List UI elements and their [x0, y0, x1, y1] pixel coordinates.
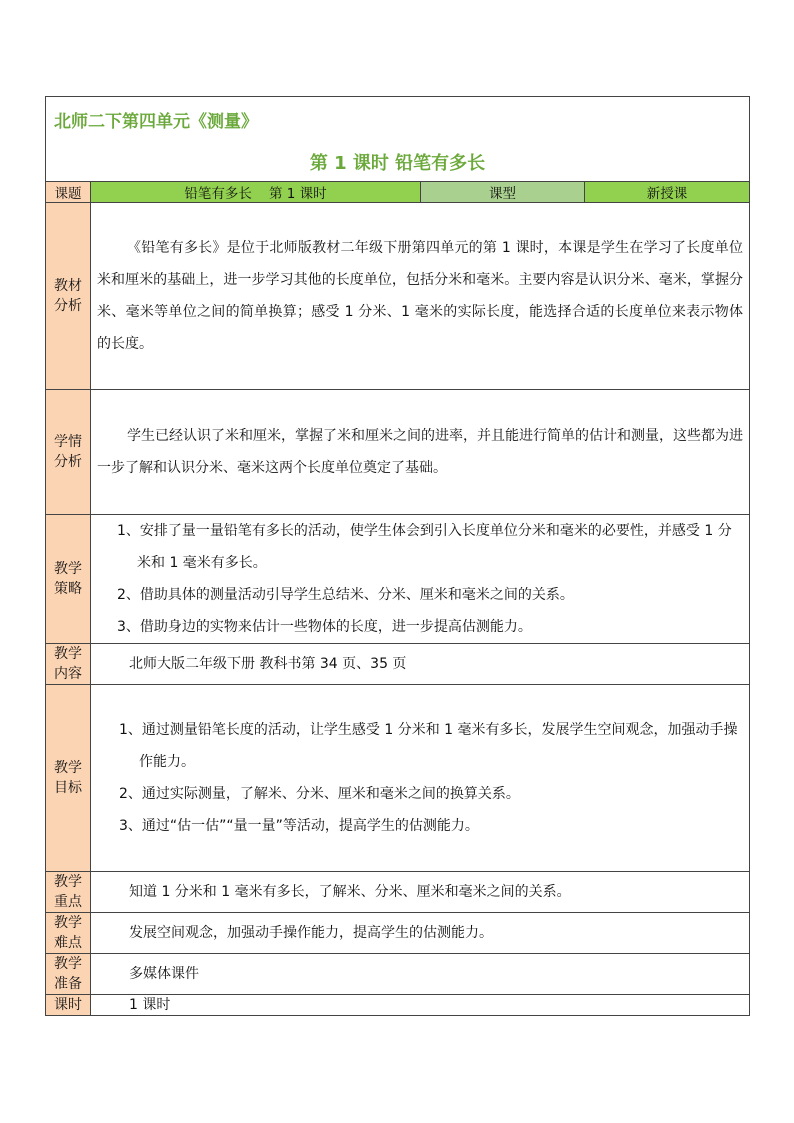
content-label-line2: 内容 [54, 666, 82, 682]
difficulties-label [46, 913, 91, 954]
difficulties-label-line1: 教学 [54, 915, 82, 931]
row-key-points [46, 872, 750, 913]
students-text: 学生已经认识了米和厘米，掌握了米和厘米之间的进率，并且能进行简单的估计和测量，这些都为进一步了解和认识分米、毫米这两个长度单位奠定了基础。 [97, 428, 743, 476]
goals-label-line2: 目标 [54, 780, 82, 796]
strategy-item: 2、借助具体的测量活动引导学生总结米、分米、厘米和毫米之间的关系。 [117, 587, 574, 603]
preparation-label-line2: 准备 [54, 976, 82, 992]
strategy-label [46, 515, 91, 644]
row-content [46, 644, 750, 685]
content-label [46, 644, 91, 685]
key-points-text: 知道 1 分米和 1 毫米有多长，了解米、分米、厘米和毫米之间的关系。 [129, 884, 571, 900]
goals-content [91, 685, 750, 872]
strategy-label-line2: 策略 [54, 581, 82, 597]
row-students [46, 390, 750, 515]
row-material [46, 203, 750, 390]
row-goals [46, 685, 750, 872]
material-label-line1: 教材 [54, 278, 82, 294]
strategy-content [91, 515, 750, 644]
topic-label: 课题 [46, 182, 91, 203]
content-content [91, 644, 750, 685]
goal-item: 1、通过测量铅笔长度的活动，让学生感受 1 分米和 1 毫米有多长，发展学生空间观念，加强动手操作能力。 [119, 722, 738, 770]
preparation-text: 多媒体课件 [129, 966, 199, 982]
key-points-content [91, 872, 750, 913]
students-content [91, 390, 750, 515]
students-label-line2: 分析 [54, 454, 82, 470]
header-cell [46, 97, 750, 182]
material-text: 《铅笔有多长》是位于北师版教材二年级下册第四单元的第 1 课时，本课是学生在学习了长度单位米和厘米的基础上，进一步学习其他的长度单位，包括分米和毫米。主要内容是认识分米、毫米，掌握分米、毫米等单位之间的简单换算；感受 1 分米、1 毫米的实际长度，能选择合适的长度单位来表示物体的长度。 [97, 240, 743, 352]
preparation-content [91, 954, 750, 995]
key-points-label-line1: 教学 [54, 874, 82, 890]
hours-content [91, 995, 750, 1016]
lesson-plan-table [45, 96, 750, 1016]
info-bar [46, 182, 750, 203]
preparation-label [46, 954, 91, 995]
difficulties-text: 发展空间观念，加强动手操作能力，提高学生的估测能力。 [129, 925, 493, 941]
key-points-label-line2: 重点 [54, 894, 82, 910]
row-hours [46, 995, 750, 1016]
goals-label [46, 685, 91, 872]
row-strategy [46, 515, 750, 644]
strategy-label-line1: 教学 [54, 561, 82, 577]
preparation-label-line1: 教学 [54, 956, 82, 972]
unit-title: 北师二下第四单元《测量》 [54, 112, 258, 132]
material-label [46, 203, 91, 390]
difficulties-label-line2: 难点 [54, 935, 82, 951]
hours-text: 1 课时 [129, 997, 171, 1013]
key-points-label [46, 872, 91, 913]
students-label-line1: 学情 [54, 434, 82, 450]
students-label [46, 390, 91, 515]
hours-label: 课时 [46, 995, 91, 1016]
row-difficulties [46, 913, 750, 954]
material-label-line2: 分析 [54, 298, 82, 314]
lesson-title: 第 1 课时 铅笔有多长 [309, 153, 486, 174]
topic-value: 铅笔有多长 第 1 课时 [91, 182, 421, 203]
type-value: 新授课 [585, 182, 750, 203]
content-text: 北师大版二年级下册 教科书第 34 页、35 页 [129, 656, 407, 672]
lesson-plan-page [45, 96, 749, 1016]
strategy-item: 1、安排了量一量铅笔有多长的活动，使学生体会到引入长度单位分米和毫米的必要性，并感受 1 分米和 1 毫米有多长。 [117, 523, 732, 571]
type-label: 课型 [421, 182, 585, 203]
content-label-line1: 教学 [54, 646, 82, 662]
goal-item: 3、通过“估一估”“量一量”等活动，提高学生的估测能力。 [119, 818, 479, 834]
row-preparation [46, 954, 750, 995]
goals-label-line1: 教学 [54, 760, 82, 776]
material-content [91, 203, 750, 390]
goal-item: 2、通过实际测量，了解米、分米、厘米和毫米之间的换算关系。 [119, 786, 520, 802]
difficulties-content [91, 913, 750, 954]
strategy-item: 3、借助身边的实物来估计一些物体的长度，进一步提高估测能力。 [117, 619, 532, 635]
